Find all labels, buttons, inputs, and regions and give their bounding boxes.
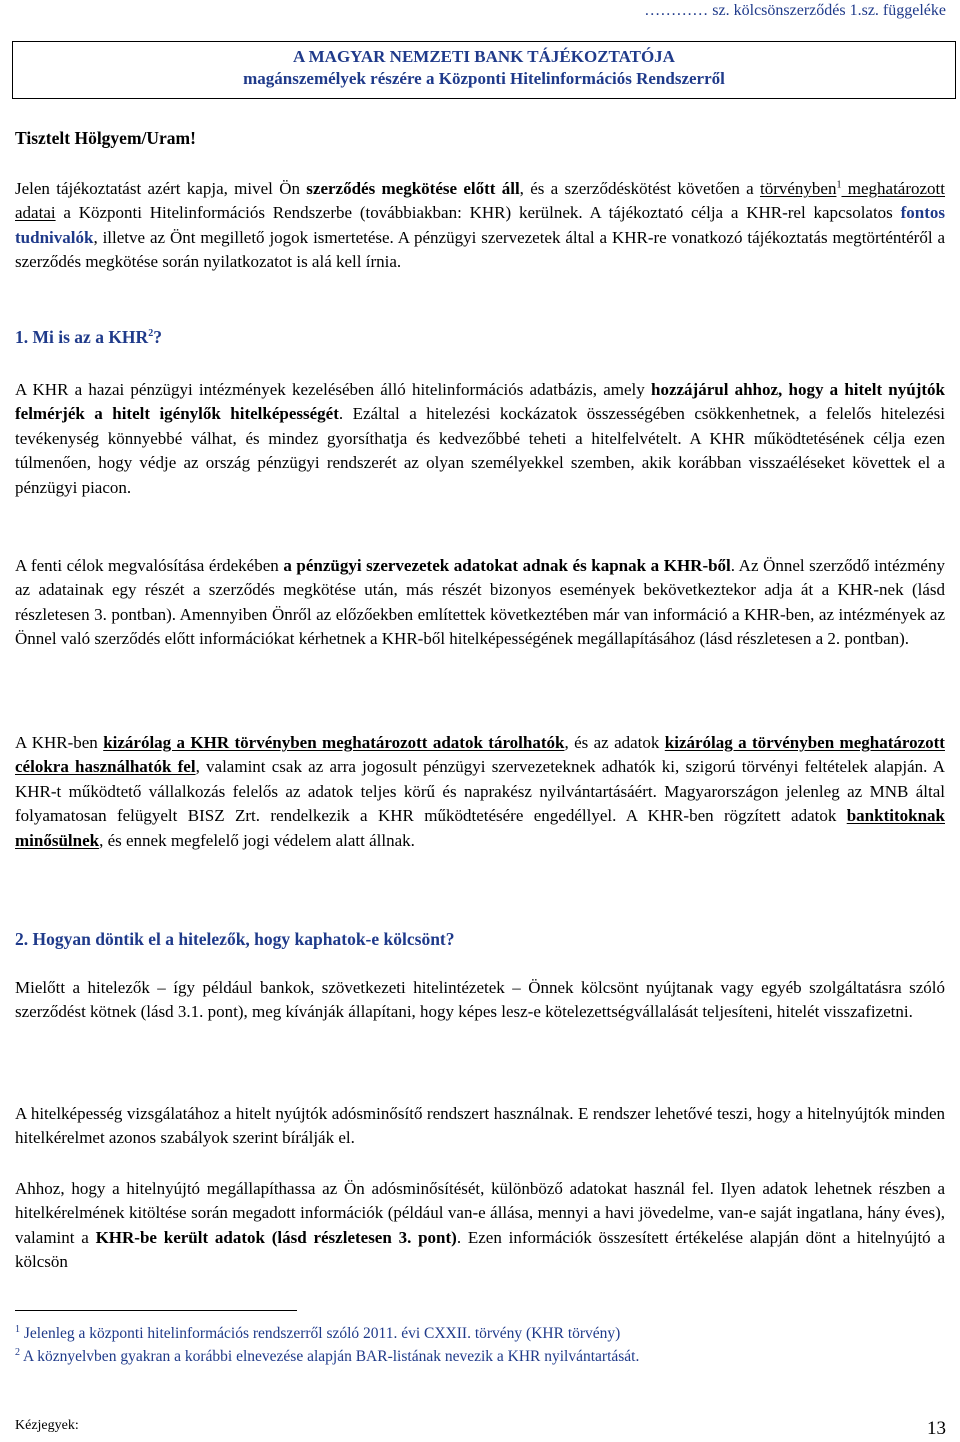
page-number: 13 (927, 1418, 946, 1439)
document-title: A MAGYAR NEMZETI BANK TÁJÉKOZTATÓJA (293, 47, 675, 66)
section-2-heading: 2. Hogyan döntik el a hitelezők, hogy kaphatok-e kölcsönt? (15, 929, 455, 949)
section-2-paragraph-3: Ahhoz, hogy a hitelnyújtó megállapíthassa az Ön adósminősítését, különböző adatokat használ fel. Ilyen adatok lehetnek részben a hitelkérelmének kitöltése során megadott információk (például van-e állása, mennyi a havi jövedelme, van-e saját ingatlana, hány éves), valamint a KHR-be került adatok (lásd részletesen 3. pont). Ezen információk összesített értékelése alapján dönt a hitelnyújtó a kölcsön (15, 1179, 945, 1272)
section-1-paragraph-1: A KHR a hazai pénzügyi intézmények kezelésében álló hitelinformációs adatbázis, amely hozzájárul ahhoz, hogy a hitelt nyújtók felmérjék a hitelt igénylők hitelképességét. Ezáltal a hitelezési kockázatok összességében csökkenhetnek, a felelős hitelezési tevékenység könnyebbé válhat, és mindez gyorsíthatja és kedvezőbbé teheti a hitelfelvételt. A KHR működtetésének célja ezen túlmenően, hogy védje az ország pénzügyi rendszerét az olyan személyekkel szemben, akik korábban visszaéléseket követtek el a pénzügyi piacon. (15, 380, 945, 497)
law-link-text: törvényben (759, 179, 837, 198)
title-box (12, 41, 956, 99)
contract-reference: ………… sz. kölcsönszerződés 1.sz. függeléke (644, 2, 946, 19)
section-2-paragraph-2: A hitelképesség vizsgálatához a hitelt nyújtók adósminősítő rendszert használnak. E rendszer lehetővé teszi, hogy a hitelnyújtók minden hitelkérelmet azonos szabályok szerint bírálják el. (15, 1104, 945, 1148)
section-2-paragraph-1: Mielőtt a hitelezők – így például bankok, szövetkezeti hitelintézetek – Önnek kölcsönt nyújtanak vagy egyéb szolgáltatásra szóló szerződést kötnek (lásd 3.1. pont), meg kívánják állapítani, hogy képes lesz-e kötelezettségvállalását teljesíteni, hitelét visszafizetni. (15, 978, 945, 1022)
intro-paragraph: Jelen tájékoztatást azért kapja, mivel Ön szerződés megkötése előtt áll, és a szerződéskötést követően a törvényben$^1$ meghatározott adatai a Központi Hitelinformációs Rendszerbe (továbbiakban: KHR) kerülnek. A tájékoztató célja a KHR-rel kapcsolatos fontos tudnivalók, illetve az Önt megillető jogok ismertetése. A pénzügyi szervezetek által a KHR-re vonatkozó tájékoztatás megtörténtéről a szerződés megkötése során nyilatkozatot is alá kell írnia. (15, 179, 946, 272)
footnote-separator (15, 1310, 297, 1311)
document-subtitle: magánszemélyek részére a Központi Hitelinformációs Rendszerről (243, 69, 725, 88)
section-1-paragraph-3: A KHR-ben kizárólag a KHR törvényben meghatározott adatok tárolhatók, és az adatok kizárólag a törvényben meghatározott célokra használhatók fel, valamint csak az arra jogosult pénzügyi szervezeteknek adhatók ki, szigorú törvényi feltételek alapján. A KHR-t működtető vállalkozás felelős az adatok teljes körű és naprakész nyilvántartásáért. Magyarországon jelenleg az MNB által folyamatosan felügyelt BISZ Zrt. rendelkezik a KHR működtetésére engedéllyel. A KHR-ben rögzített adatok banktitoknak minősülnek, és ennek megfelelő jogi védelem alatt állnak. (15, 733, 945, 850)
footnote-2: $^2$ A köznyelvben gyakran a korábbi elnevezése alapján BAR-listának nevezik a KHR nyilvántartását. (15, 1346, 640, 1365)
salutation: Tisztelt Hölgyem/Uram! (15, 128, 196, 148)
section-1-heading: 1. Mi is az a KHR$^2$? (15, 327, 162, 347)
section-1-paragraph-2: A fenti célok megvalósítása érdekében a pénzügyi szervezetek adatokat adnak és kapnak a KHR-ből. Az Önnel szerződő intézmény az adatainak egy részét a szerződés megkötése után, más részét bizonyos események bekövetkeztekor adja át a KHR-nek (lásd részletesen 3. pontban). Amennyiben Önről az előzőekben említettek következtében már van információ a KHR-ben, az intézmények az Önnel való szerződés előtt információkat kérhetnek a KHR-ből hitelképességének megállapításához (lásd részletesen a 2. pontban). (15, 556, 945, 649)
footnote-1: $^1$ Jelenleg a központi hitelinformációs rendszerről szóló 2011. évi CXXII. törvény (KHR törvény) (15, 1323, 621, 1342)
initials-label: Kézjegyek: (15, 1418, 79, 1433)
